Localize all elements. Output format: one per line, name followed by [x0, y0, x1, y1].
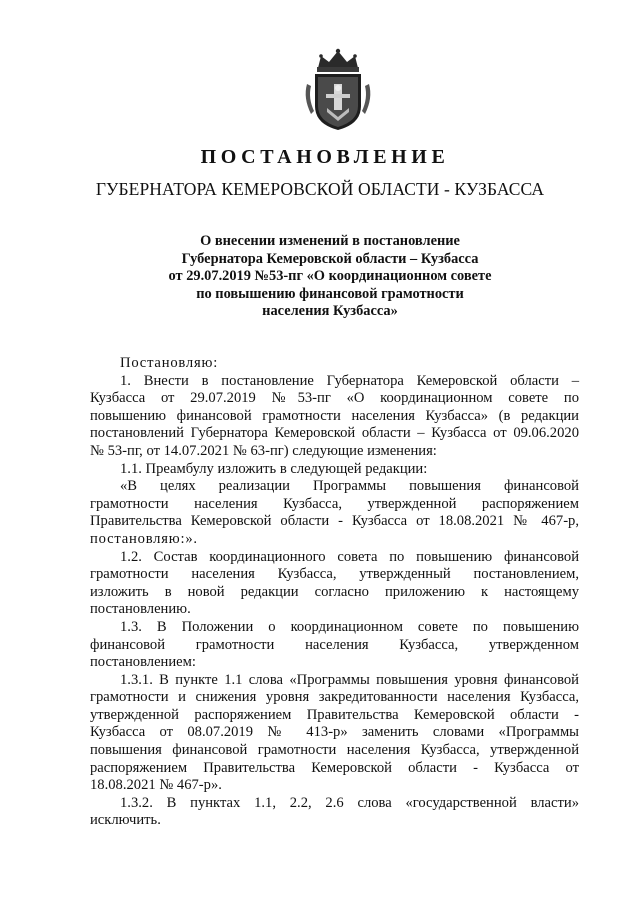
paragraph-line: финансовой грамотности населения Кузбасса, утвержденном [90, 636, 579, 653]
paragraph-line: повышения финансовой грамотности населения Кузбасса, утвержденной [90, 742, 579, 759]
paragraph-line: повышению финансовой грамотности населения Кузбасса» (в редакции [90, 407, 579, 424]
paragraph-line: № 53-пг, от 14.07.2021 № 63-пг) следующие изменения: [90, 442, 437, 459]
paragraph-line: «В целях реализации Программы повышения финансовой [120, 478, 579, 495]
subject-line: по повышению финансовой грамотности [196, 285, 464, 302]
paragraph-line: грамотности населения Кузбасса, утвержденной распоряжением [90, 495, 579, 512]
paragraph-1-2 [90, 549, 579, 619]
paragraph-line: постановлением: [90, 654, 196, 671]
paragraph-line: Кузбасса от 08.07.2019 № 413-р» заменить словами «Программы [90, 724, 579, 741]
paragraph-1-1 [90, 461, 579, 479]
subject-line: О внесении изменений в постановление [200, 233, 460, 249]
coat-of-arms-icon [301, 48, 375, 132]
paragraph-line: изложить в новой редакции согласно приложению к настоящему [90, 583, 579, 600]
paragraph-line: Кузбасса от 29.07.2019 №53-пг «О координационном совете по [90, 390, 579, 407]
paragraph-1-3 [90, 619, 579, 672]
subject-line: населения Кузбасса» [262, 303, 398, 320]
subject-line: от 29.07.2019 №53-пг «О координационном совете [168, 268, 492, 285]
paragraph-line: 1.3.2. В пунктах 1.1, 2.2, 2.6 слова «государственной власти» [120, 794, 579, 811]
paragraph-line: грамотности и снижения уровня закредитованности населения Кузбасса, [90, 689, 579, 706]
paragraph-line: 1.1. Преамбулу изложить в следующей редакции: [120, 460, 428, 477]
issuer-title: ГУБЕРНАТОРА КЕМЕРОВСКОЙ ОБЛАСТИ - КУЗБАССА [95, 179, 545, 199]
paragraph-1 [90, 373, 579, 461]
document-type-title: ПОСТАНОВЛЕНИЕ [200, 146, 450, 168]
paragraph-line: постановляю:». [90, 530, 198, 547]
paragraph-line: 1. Внести в постановление Губернатора Кемеровской области – [120, 372, 579, 389]
paragraph-line: 1.3. В Положении о координационном совете по повышению [120, 618, 579, 635]
document-body [90, 355, 579, 830]
paragraph-line: постановлений Губернатора Кемеровской области – Кузбасса от 09.06.2020 [90, 425, 579, 442]
paragraph-line: Правительства Кемеровской области - Кузбасса от 18.08.2021 № 467-р, [90, 513, 579, 530]
document-subject [140, 233, 520, 321]
paragraph-line: исключить. [90, 812, 161, 829]
subject-line: Губернатора Кемеровской области – Кузбасса [181, 250, 479, 267]
paragraph-line: 1.3.1. В пункте 1.1 слова «Программы повышения уровня финансовой [120, 671, 579, 688]
paragraph-line: 18.08.2021 № 467-р». [90, 777, 222, 794]
paragraph-1-3-1 [90, 672, 579, 795]
paragraph-1-1-quote [90, 478, 579, 548]
paragraph-line: грамотности населения Кузбасса, утвержденный постановлением, [90, 566, 579, 583]
paragraph-1-3-2 [90, 795, 579, 830]
paragraph-line: постановлению. [90, 601, 191, 618]
opening-word: Постановляю: [120, 355, 219, 371]
paragraph-line: утвержденной распоряжением Правительства Кемеровской области - [90, 706, 579, 723]
paragraph-line: распоряжением Правительства Кемеровской области - Кузбасса от [90, 759, 579, 776]
paragraph-line: 1.2. Состав координационного совета по повышению финансовой [120, 548, 579, 565]
